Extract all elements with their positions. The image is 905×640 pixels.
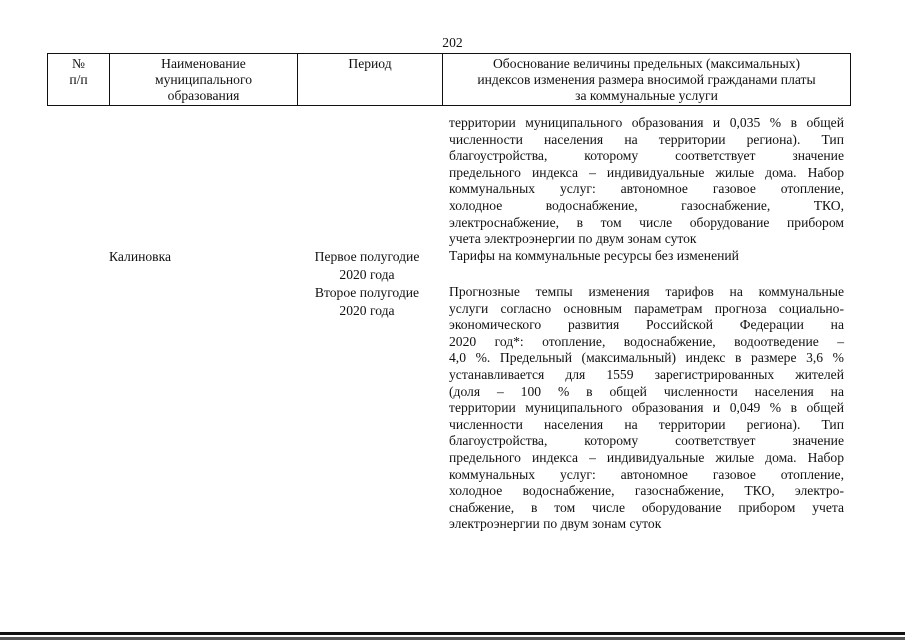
header-period: Период bbox=[348, 56, 392, 71]
text-line: территории муниципального образования и 0,049 % в общей bbox=[449, 400, 844, 416]
scan-border-line bbox=[0, 632, 905, 635]
tariffs-unchanged-text bbox=[449, 248, 844, 265]
text-line: 4,0 %. Предельный (максимальный) индекс в размере 3,6 % bbox=[449, 350, 844, 366]
period-second-half bbox=[297, 284, 437, 320]
text-line: холодное водоснабжение, газоснабжение, ТКО, электро- bbox=[449, 483, 844, 499]
text-line: численности населения на территории региона). Тип bbox=[449, 131, 844, 147]
period-first-line-1: Первое полугодие bbox=[314, 249, 420, 264]
text-line: экономического развития Российской Федерации на bbox=[449, 317, 844, 333]
header-number-cell bbox=[48, 54, 110, 106]
text-line: электроэнергии по двум зонам суток bbox=[449, 516, 662, 532]
text-line: благоустройства, которому соответствует значение bbox=[449, 148, 844, 164]
header-municipality-cell bbox=[110, 54, 298, 106]
header-municipality-line-1: Наименование bbox=[161, 56, 246, 71]
continuation-paragraph bbox=[449, 115, 844, 248]
text-line: предельного индекса – индивидуальные жилые дома. Набор bbox=[449, 164, 844, 180]
header-justification-cell bbox=[443, 54, 851, 106]
text-line: устанавливается для 1559 зарегистрированных жителей bbox=[449, 366, 844, 382]
text-line: коммунальных услуг: автономное газовое отопление, bbox=[449, 181, 844, 197]
text-line: услуги согласно основным параметрам прогноза социально- bbox=[449, 300, 844, 316]
justification-paragraph bbox=[449, 284, 844, 533]
table-header bbox=[47, 53, 851, 106]
text-line: коммунальных услуг: автономное газовое отопление, bbox=[449, 466, 844, 482]
period-second-line-2: 2020 года bbox=[339, 303, 395, 318]
period-second-line-1: Второе полугодие bbox=[314, 285, 420, 300]
text-line: 2020 год*: отопление, водоснабжение, водоотведение – bbox=[449, 333, 844, 349]
text-line: территории муниципального образования и 0,035 % в общей bbox=[449, 115, 844, 130]
text-line: снабжение, в том числе оборудование прибором учета bbox=[449, 499, 844, 515]
header-justification-line-3: за коммунальные услуги bbox=[575, 88, 718, 103]
text-line: численности населения на территории региона). Тип bbox=[449, 416, 844, 432]
text-line: учета электроэнергии по двум зонам суток bbox=[449, 231, 697, 247]
text-line: (доля – 100 % в общей численности населения на bbox=[449, 383, 844, 399]
header-justification-line-1: Обоснование величины предельных (максимальных) bbox=[492, 56, 801, 71]
header-number-line-2: п/п bbox=[69, 72, 88, 87]
header-municipality-line-2: муниципального bbox=[154, 72, 252, 87]
period-first-line-2: 2020 года bbox=[339, 267, 395, 282]
text-line: холодное водоснабжение, газоснабжение, ТКО, bbox=[449, 197, 844, 213]
header-municipality-line-3: образования bbox=[167, 88, 240, 103]
text-line: благоустройства, которому соответствует значение bbox=[449, 433, 844, 449]
header-number-line-1: № bbox=[72, 56, 85, 71]
text-line: Тарифы на коммунальные ресурсы без изменений bbox=[449, 248, 739, 263]
header-justification-line-2: индексов изменения размера вносимой гражданами платы bbox=[477, 72, 816, 87]
header-period-cell bbox=[298, 54, 443, 106]
period-first-half bbox=[297, 248, 437, 284]
text-line: предельного индекса – индивидуальные жилые дома. Набор bbox=[449, 449, 844, 465]
page-number: 202 bbox=[442, 35, 463, 50]
text-line: электроснабжение, в том числе оборудование прибором bbox=[449, 214, 844, 230]
text-line: Прогнозные темпы изменения тарифов на коммунальные bbox=[449, 284, 844, 299]
municipality-name: Калиновка bbox=[109, 249, 172, 264]
